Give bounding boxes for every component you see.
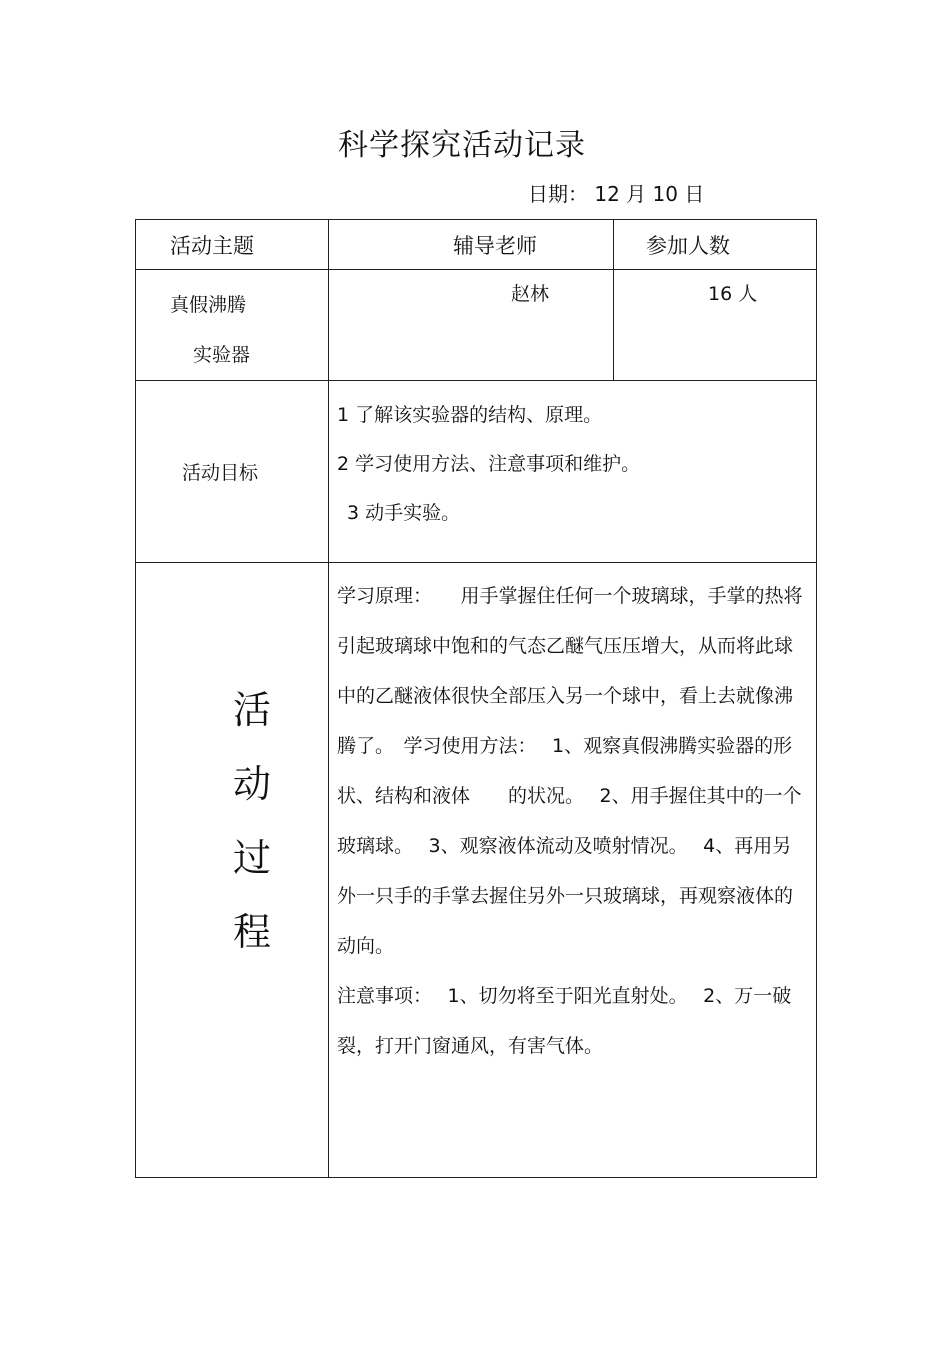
goal-item-1: 1 了解该实验器的结构、原理。 [337, 404, 603, 426]
header-topic: 活动主题 [136, 220, 329, 270]
teacher-cell: 赵林 [329, 270, 614, 381]
process-row [136, 563, 817, 1178]
process-label-cell [136, 563, 329, 1178]
process-label-char: 过 [232, 836, 271, 880]
process-text: 学习原理： 用手掌握住任何一个玻璃球，手掌的热将引起玻璃球中饱和的气态乙醚气压压增大，从而将此球中的乙醚液体很快全部压入另一个球中，看上去就像沸腾了。 学习使用方法： 1、观察真假沸腾实验器的形状、结构和液体 的状况。 2、用手握住其中的一个玻璃球。 3、观察液体流动及喷射情况。 4、再用另外一只手的手掌去握住另外一只玻璃球，再观察液体的动向。 [337, 585, 803, 957]
info-row [136, 270, 817, 381]
page-title: 科学探究活动记录 [338, 128, 586, 163]
topic-line-1: 真假沸腾 [170, 294, 247, 316]
goals-row [136, 381, 817, 563]
process-label [230, 673, 274, 969]
goals-cell [329, 381, 817, 563]
goal-item-2: 2 学习使用方法、注意事项和维护。 [337, 453, 641, 475]
count-cell: 16 人 [614, 270, 817, 381]
header-count: 参加人数 [614, 220, 817, 270]
goals-label: 活动目标 [136, 381, 329, 563]
process-label-char: 程 [232, 910, 271, 954]
header-teacher: 辅导老师 [329, 220, 614, 270]
topic-line-2: 实验器 [193, 344, 251, 366]
process-notes: 注意事项： 1、切勿将至于阳光直射处。 2、万一破裂，打开门窗通风，有害气体。 [337, 985, 792, 1057]
process-cell [329, 563, 817, 1178]
topic-cell [136, 270, 329, 381]
goal-item-3: 3 动手实验。 [347, 502, 461, 524]
record-table [135, 219, 817, 1178]
record-date: 日期： 12 月 10 日 [528, 182, 705, 206]
header-row [136, 220, 817, 270]
process-label-char: 活 [232, 688, 271, 732]
process-label-char: 动 [232, 762, 271, 806]
